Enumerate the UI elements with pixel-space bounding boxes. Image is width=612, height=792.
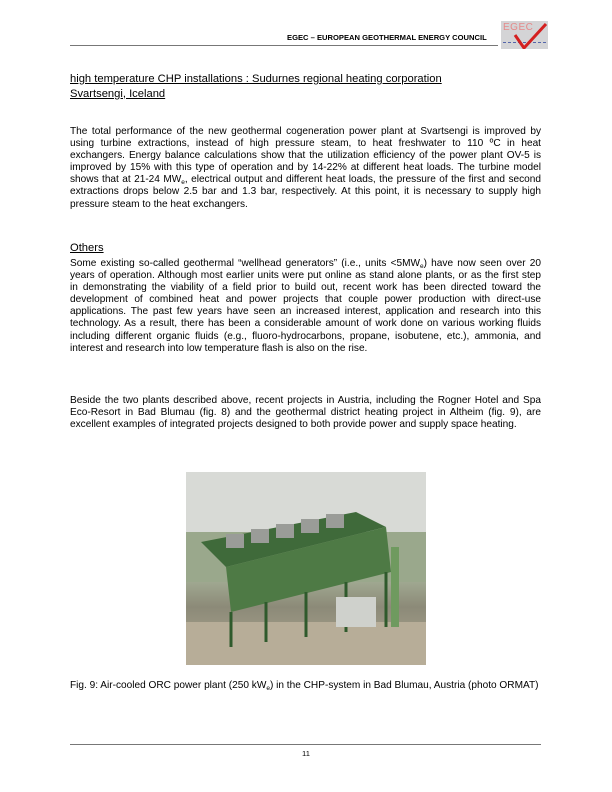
header-divider	[70, 45, 498, 46]
paragraph-wellhead-generators: Some existing so-called geothermal “wellhead generators” (i.e., units $<5MW_e$) have now seen over 20 years of operation. Although most earlier units were put online as stand alone plants, or as the first step in demonstrating the viability of a field prior to build out, recent work has been directed toward the development of combined heat and power projects that couple power production with direct-use applications. The past few years have seen an increased interest, application and research into this technology. As a result, there has been a considerable amount of work done on various working fluids including different organic fluids (e.g., fluoro-hydrocarbons, propane, isobutene, etc.), ammonia, and interest and research into low temperature flash is also on the rise.	[70, 258, 541, 354]
figure-caption: Fig. 9: Air-cooled ORC power plant (250 $kW_e$) in the CHP-system in Bad Blumau, Austria (photo ORMAT)	[70, 680, 539, 692]
footer-divider	[70, 744, 541, 745]
page-number: 11	[302, 749, 310, 758]
header-title: EGEC – EUROPEAN GEOTHERMAL ENERGY COUNCIL	[287, 33, 487, 42]
orc-power-plant-photo	[186, 472, 426, 665]
others-heading: Others	[70, 242, 104, 254]
paragraph-svartsengi: The total performance of the new geothermal cogeneration power plant at Svartsengi is improved by using turbine extractions, instead of high pressure steam, to heat freshwater to 110 ºC in heat exchangers. Energy balance calculations show that the utilization efficiency of the power plant OV-5 is improved by 15% with this type of operation and by 14-22% at different heat loads. The turbine model shows that at 21-24 $MW_e$, electrical output and different heat loads, the pressure of the first and second extractions drops below 2.5 bar and 1.3 bar, respectively. At this point, it is necessary to supply high pressure steam to the heat exchangers.	[70, 126, 541, 210]
egec-logo: EGEC	[501, 21, 548, 49]
checkmark-icon	[501, 21, 548, 49]
section-title: high temperature CHP installations : Sudurnes regional heating corporation Svartsengi, Iceland	[70, 73, 442, 100]
paragraph-austria-projects: Beside the two plants described above, recent projects in Austria, including the Rogner Hotel and Spa Eco-Resort in Bad Blumau (fig. 8) and the geothermal district heating project in Altheim (fig. 9), are excellent examples of integrated projects designed to both provide power and supply space heating.	[70, 395, 541, 431]
